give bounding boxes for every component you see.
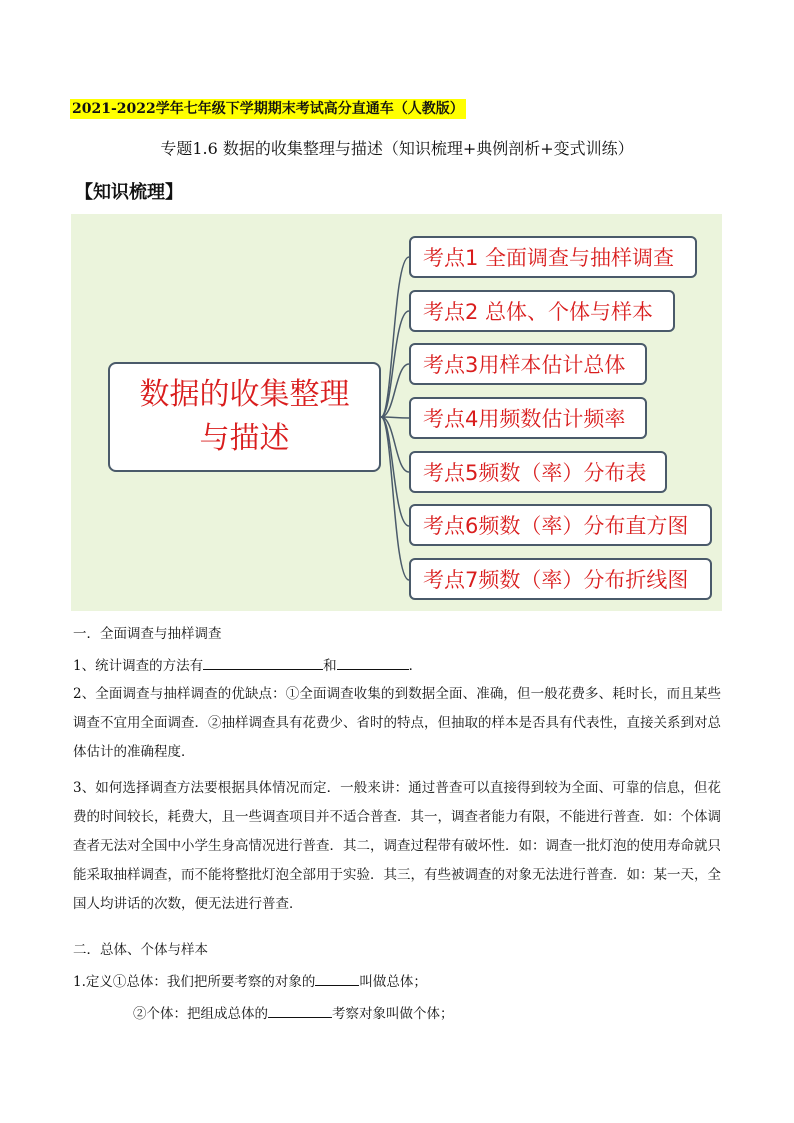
definition-individual xyxy=(133,1002,454,1022)
mind-map-branch: 考点5频数（率）分布表 xyxy=(409,451,667,493)
item-1-text: 和 xyxy=(323,658,337,674)
mind-map-branch: 考点7频数（率）分布折线图 xyxy=(409,558,712,600)
section-title-population: 二．总体、个体与样本 xyxy=(73,942,208,958)
definition-population xyxy=(73,970,427,990)
document-banner: 2021-2022学年七年级下学期期末考试高分直通车（人教版） xyxy=(72,101,464,117)
fill-blank xyxy=(337,655,409,670)
item-1 xyxy=(73,654,422,674)
mind-map xyxy=(71,214,722,611)
fill-blank xyxy=(315,971,359,986)
mind-map-branch: 考点6频数（率）分布直方图 xyxy=(409,504,712,546)
section-title-survey: 一．全面调查与抽样调查 xyxy=(73,626,222,642)
definition-text: 考察对象叫做个体； xyxy=(332,1006,454,1022)
mind-map-branch: 考点3用样本估计总体 xyxy=(409,343,647,385)
mind-map-central-topic: 数据的收集整理与描述 xyxy=(108,362,381,472)
item-3-paragraph: 3、如何选择调查方法要根据具体情况而定．一般来讲：通过普查可以直接得到较为全面、可靠的信息，但花费的时间较长，耗费大，且一些调查项目并不适合普查．其一，调查者能力有限，不能进行普查．如：个体调查者无法对全国中小学生身高情况进行普查．其二，调查过程带有破坏性．如：调查一批灯泡的使用寿命就只能采取抽样调查，而不能将整批灯泡全部用于实验．其三，有些被调查的对象无法进行普查．如：某一天，全国人均讲话的次数，便无法进行普查． xyxy=(73,780,721,912)
mind-map-branch: 考点1 全面调查与抽样调查 xyxy=(409,236,697,278)
document-subtitle: 专题1.6 数据的收集整理与描述（知识梳理+典例剖析+变式训练） xyxy=(160,139,634,158)
fill-blank xyxy=(203,655,323,670)
item-1-text: 1、统计调查的方法有 xyxy=(73,658,204,674)
definition-text: 叫做总体； xyxy=(359,974,427,990)
definition-text: 1.定义①总体：我们把所要考察的对象的 xyxy=(73,974,316,990)
mind-map-branch: 考点2 总体、个体与样本 xyxy=(409,290,675,332)
fill-blank xyxy=(268,1003,332,1018)
definition-text: ②个体：把组成总体的 xyxy=(133,1006,268,1022)
item-2-paragraph: 2、全面调查与抽样调查的优缺点：①全面调查收集的到数据全面、准确，但一般花费多、耗时长，而且某些调查不宜用全面调查．②抽样调查具有花费少、省时的特点，但抽取的样本是否具有代表性，直接关系到对总体估计的准确程度． xyxy=(73,686,721,760)
section-heading: 【知识梳理】 xyxy=(75,182,183,203)
mind-map-branch: 考点4用频数估计频率 xyxy=(409,397,647,439)
item-1-text: ． xyxy=(408,658,423,674)
